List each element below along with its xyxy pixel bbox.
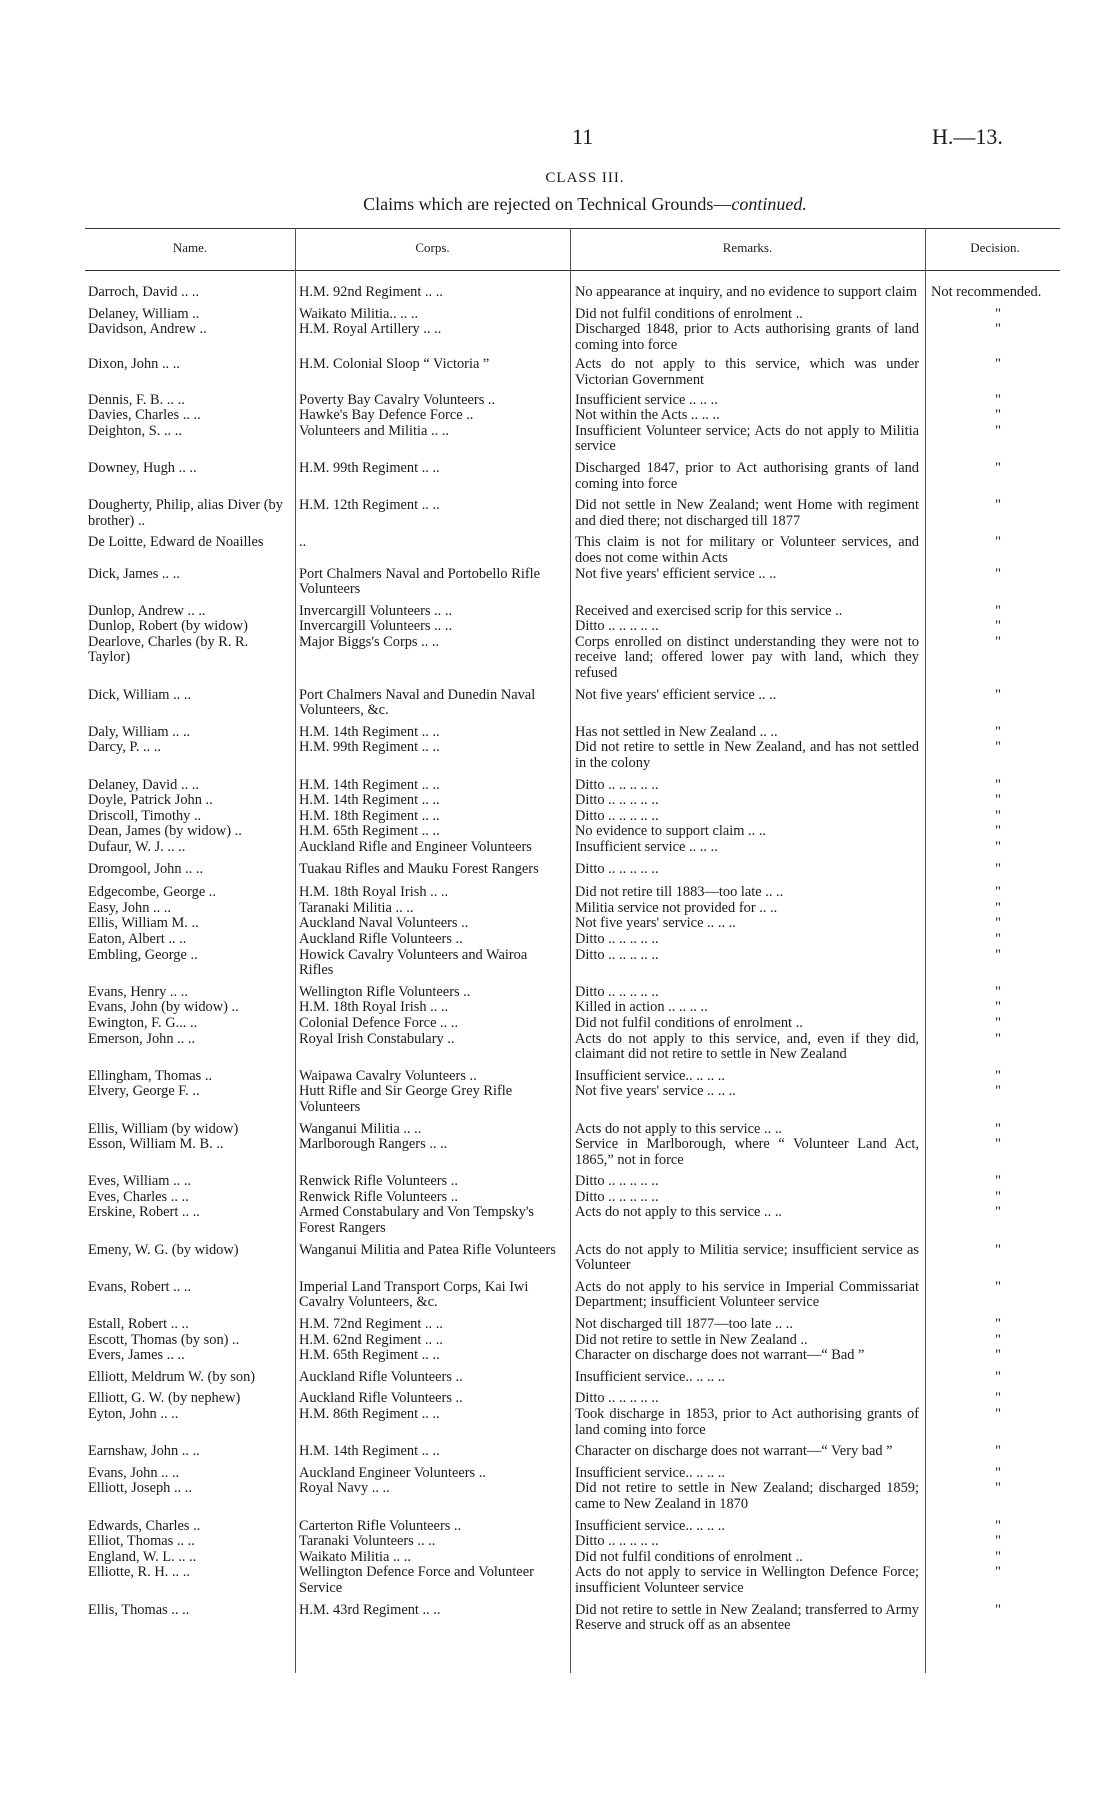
cell-remarks: Not within the Acts .. .. ..	[575, 407, 720, 424]
cell-corps: H.M. 14th Regiment .. ..	[299, 723, 440, 740]
cell-corps: H.M. 86th Regiment .. ..	[299, 1406, 440, 1422]
cell-decision: "	[995, 739, 1001, 756]
cell-remarks: Not five years' efficient service .. ..	[575, 565, 777, 582]
cell-decision: "	[995, 1278, 1001, 1295]
subtitle-italic: continued.	[731, 194, 807, 214]
cell-remarks: Ditto .. .. .. .. ..	[575, 930, 659, 947]
cell-corps: Auckland Rifle Volunteers ..	[299, 930, 463, 947]
cell-decision: "	[995, 1188, 1001, 1205]
cell-remarks: Insufficient service.. .. .. ..	[575, 1067, 725, 1084]
table-row	[85, 809, 1065, 825]
table-row	[85, 1084, 1065, 1115]
cell-remarks: Received and exercised scrip for this service ..	[575, 602, 843, 619]
cell-remarks: Did not retire to settle in New Zealand, and has not settled in the colony	[575, 739, 919, 772]
cell-corps: H.M. 14th Regiment .. ..	[299, 1443, 440, 1460]
cell-corps: Port Chalmers Naval and Dunedin Naval Volunteers, &c.	[299, 686, 536, 719]
cell-remarks: Insufficient service.. .. .. ..	[575, 1517, 725, 1534]
cell-name: Elliott, G. W. (by nephew)	[88, 1390, 241, 1407]
cell-remarks: Insufficient service.. .. .. ..	[575, 1464, 725, 1481]
table-top-rule	[85, 228, 1060, 229]
table-row	[85, 862, 1065, 878]
table-row	[85, 357, 1065, 388]
cell-decision: "	[995, 391, 1001, 408]
cell-decision: "	[995, 983, 1001, 1000]
cell-decision: "	[995, 723, 1001, 740]
cell-decision: Not recommended.	[931, 284, 1042, 300]
cell-remarks: Not five years' efficient service .. ..	[575, 686, 777, 703]
cell-remarks: Militia service not provided for .. ..	[575, 899, 778, 916]
table-row	[85, 322, 1065, 353]
cell-decision: "	[995, 776, 1001, 793]
table-row	[85, 604, 1065, 620]
cell-corps: ..	[299, 534, 307, 551]
cell-name: Elliott, Joseph .. ..	[88, 1480, 192, 1497]
cell-name: Estall, Robert .. ..	[88, 1316, 189, 1333]
cell-name: Esson, William M. B. ..	[88, 1136, 224, 1153]
cell-corps: Armed Constabulary and Von Tempsky's Forest Rangers	[299, 1204, 535, 1237]
cell-decision: "	[995, 1548, 1001, 1565]
cell-name: Eves, William .. ..	[88, 1173, 192, 1190]
cell-decision: "	[995, 1517, 1001, 1534]
cell-corps: H.M. Royal Artillery .. ..	[299, 321, 442, 338]
cell-decision: "	[995, 860, 1001, 877]
table-row	[85, 1603, 1065, 1634]
cell-remarks: Did not fulfil conditions of enrolment ..	[575, 305, 803, 322]
claims-table	[85, 285, 1065, 1634]
cell-decision: "	[995, 686, 1001, 703]
table-row	[85, 1550, 1065, 1566]
table-row	[85, 1333, 1065, 1349]
cell-corps: H.M. 65th Regiment .. ..	[299, 823, 440, 840]
cell-corps: Hawke's Bay Defence Force ..	[299, 407, 474, 424]
cell-corps: Wellington Defence Force and Volunteer Service	[299, 1564, 534, 1596]
table-row	[85, 1243, 1065, 1274]
cell-name: Evans, Henry .. ..	[88, 983, 188, 1000]
cell-corps: Renwick Rifle Volunteers ..	[299, 1173, 458, 1190]
cell-name: Dearlove, Charles (by R. R. Taylor)	[88, 633, 249, 666]
cell-name: Dufaur, W. J. .. ..	[88, 839, 186, 855]
cell-corps: Carterton Rifle Volunteers ..	[299, 1517, 462, 1534]
cell-corps: Invercargill Volunteers .. ..	[299, 618, 453, 635]
table-row	[85, 635, 1065, 682]
cell-remarks: Acts do not apply to this service, and, even if they did, claimant did not retire to settle in New Zealand	[575, 1030, 919, 1063]
cell-decision: "	[995, 407, 1001, 424]
cell-decision: "	[995, 356, 1001, 373]
table-row	[85, 424, 1065, 455]
cell-name: Embling, George ..	[88, 946, 198, 963]
cell-corps: Taranaki Volunteers .. ..	[299, 1533, 436, 1550]
cell-corps: H.M. 72nd Regiment .. ..	[299, 1316, 443, 1333]
cell-remarks: Ditto .. .. .. .. ..	[575, 860, 659, 877]
cell-remarks: Ditto .. .. .. .. ..	[575, 618, 659, 635]
table-row	[85, 1481, 1065, 1512]
cell-name: Easy, John .. ..	[88, 899, 172, 916]
document-reference: H.—13.	[932, 124, 1003, 149]
table-row	[85, 1565, 1065, 1596]
cell-corps: H.M. 43rd Regiment .. ..	[299, 1601, 441, 1618]
cell-remarks: Character on discharge does not warrant—“ Very bad ”	[575, 1443, 893, 1460]
cell-name: Ewington, F. G... ..	[88, 1014, 198, 1031]
cell-corps: Invercargill Volunteers .. ..	[299, 602, 453, 619]
cell-remarks: This claim is not for military or Volunteer services, and does not come within Acts	[575, 534, 919, 566]
cell-name: Dick, William .. ..	[88, 686, 192, 703]
cell-decision: "	[995, 459, 1001, 476]
table-row	[85, 1016, 1065, 1032]
table-row	[85, 408, 1065, 424]
cell-remarks: Ditto .. .. .. .. ..	[575, 1173, 659, 1190]
cell-remarks: Ditto .. .. .. .. ..	[575, 776, 659, 793]
cell-corps: Taranaki Militia .. ..	[299, 899, 414, 916]
table-row	[85, 985, 1065, 1001]
table-row	[85, 498, 1065, 529]
table-row	[85, 901, 1065, 917]
cell-remarks: Did not retire till 1883—too late .. ..	[575, 884, 784, 901]
cell-remarks: Ditto .. .. .. .. ..	[575, 983, 659, 1000]
class-title: CLASS III.	[545, 170, 625, 186]
cell-name: Elliot, Thomas .. ..	[88, 1533, 195, 1550]
table-row	[85, 1348, 1065, 1364]
cell-remarks: Discharged 1847, prior to Act authorising grants of land coming into force	[575, 459, 919, 492]
cell-name: Eaton, Albert .. ..	[88, 930, 187, 947]
table-row	[85, 688, 1065, 719]
table-row	[85, 461, 1065, 492]
cell-corps: Tuakau Rifles and Mauku Forest Rangers	[299, 860, 539, 877]
cell-remarks: No appearance at inquiry, and no evidence to support claim	[575, 284, 917, 300]
cell-decision: "	[995, 1533, 1001, 1550]
cell-name: Emerson, John .. ..	[88, 1030, 196, 1047]
column-header-decision: Decision.	[970, 240, 1020, 255]
cell-name: Dunlop, Robert (by widow)	[88, 618, 248, 635]
cell-corps: Port Chalmers Naval and Portobello Rifle Volunteers	[299, 565, 541, 598]
cell-name: Evans, Robert .. ..	[88, 1278, 192, 1295]
cell-corps: Waikato Militia.. .. ..	[299, 305, 419, 322]
table-row	[85, 793, 1065, 809]
cell-name: Evans, John (by widow) ..	[88, 999, 239, 1016]
cell-corps: H.M. 18th Royal Irish .. ..	[299, 884, 449, 901]
table-row	[85, 840, 1065, 856]
cell-corps: Major Biggs's Corps .. ..	[299, 633, 440, 650]
table-row	[85, 567, 1065, 598]
cell-remarks: Insufficient service.. .. .. ..	[575, 1368, 725, 1385]
cell-corps: Poverty Bay Cavalry Volunteers ..	[299, 391, 496, 408]
table-row	[85, 1122, 1065, 1138]
cell-decision: "	[995, 1480, 1001, 1497]
cell-corps: Imperial Land Transport Corps, Kai Iwi Cavalry Volunteers, &c.	[299, 1278, 529, 1311]
cell-name: Davies, Charles .. ..	[88, 407, 201, 424]
cell-corps: Royal Navy .. ..	[299, 1480, 390, 1497]
table-row	[85, 1137, 1065, 1168]
cell-name: Ellis, Thomas .. ..	[88, 1601, 190, 1618]
table-row	[85, 1174, 1065, 1190]
cell-decision: "	[995, 618, 1001, 635]
cell-corps: Wellington Rifle Volunteers ..	[299, 983, 471, 1000]
cell-corps: Renwick Rifle Volunteers ..	[299, 1188, 458, 1205]
cell-remarks: Insufficient service .. .. ..	[575, 391, 718, 408]
cell-name: Dromgool, John .. ..	[88, 860, 204, 877]
table-row	[85, 885, 1065, 901]
cell-corps: H.M. 14th Regiment .. ..	[299, 792, 440, 809]
cell-corps: Colonial Defence Force .. ..	[299, 1014, 459, 1031]
cell-remarks: Acts do not apply to this service .. ..	[575, 1204, 783, 1221]
table-row	[85, 948, 1065, 979]
cell-decision: "	[995, 930, 1001, 947]
cell-corps: Hutt Rifle and Sir George Grey Rifle Volunteers	[299, 1083, 513, 1115]
table-row	[85, 307, 1065, 323]
cell-decision: "	[995, 1316, 1001, 1333]
cell-remarks: Insufficient service .. .. ..	[575, 839, 718, 855]
cell-name: Ellis, William (by widow)	[88, 1120, 239, 1137]
cell-remarks: Acts do not apply to service in Wellington Defence Force; insufficient Volunteer service	[575, 1564, 919, 1596]
cell-name: Dixon, John .. ..	[88, 356, 180, 373]
table-row	[85, 778, 1065, 794]
cell-corps: Royal Irish Constabulary ..	[299, 1030, 455, 1047]
cell-remarks: Did not retire to settle in New Zealand; discharged 1859; came to New Zealand in 1870	[575, 1480, 919, 1512]
cell-corps: Auckland Rifle Volunteers ..	[299, 1368, 463, 1385]
cell-corps: Auckland Naval Volunteers ..	[299, 915, 469, 932]
table-row	[85, 1032, 1065, 1063]
cell-corps: Marlborough Rangers .. ..	[299, 1136, 448, 1153]
cell-remarks: Discharged 1848, prior to Acts authorising grants of land coming into force	[575, 321, 919, 353]
cell-decision: "	[995, 1241, 1001, 1258]
cell-decision: "	[995, 1564, 1001, 1581]
cell-name: Earnshaw, John .. ..	[88, 1443, 200, 1460]
cell-remarks: Insufficient Volunteer service; Acts do not apply to Militia service	[575, 422, 919, 455]
cell-name: Dougherty, Philip, alias Diver (by brother) ..	[88, 497, 283, 529]
table-row	[85, 932, 1065, 948]
cell-remarks: Not five years' service .. .. ..	[575, 915, 736, 932]
cell-decision: "	[995, 884, 1001, 901]
cell-name: Dunlop, Andrew .. ..	[88, 602, 206, 619]
cell-name: Darroch, David .. ..	[88, 284, 200, 300]
cell-decision: "	[995, 999, 1001, 1016]
cell-decision: "	[995, 1601, 1001, 1618]
cell-decision: "	[995, 1030, 1001, 1047]
cell-remarks: Did not fulfil conditions of enrolment ..	[575, 1548, 803, 1565]
cell-name: Escott, Thomas (by son) ..	[88, 1331, 240, 1348]
cell-decision: "	[995, 1464, 1001, 1481]
cell-name: Elliott, Meldrum W. (by son)	[88, 1368, 256, 1385]
cell-corps: Waikato Militia .. ..	[299, 1548, 411, 1565]
cell-name: Eves, Charles .. ..	[88, 1188, 189, 1205]
column-header-remarks: Remarks.	[722, 240, 773, 255]
table-row	[85, 725, 1065, 741]
cell-remarks: Character on discharge does not warrant—“ Bad ”	[575, 1347, 865, 1364]
cell-corps: Auckland Rifle and Engineer Volunteers	[299, 839, 532, 855]
cell-remarks: No evidence to support claim .. ..	[575, 823, 767, 840]
column-header-name: Name.	[172, 240, 208, 255]
cell-decision: "	[995, 807, 1001, 824]
cell-name: England, W. L. .. ..	[88, 1548, 197, 1565]
table-row	[85, 1391, 1065, 1407]
table-row	[85, 535, 1065, 566]
cell-decision: "	[995, 1331, 1001, 1348]
cell-name: Dean, James (by widow) ..	[88, 823, 242, 840]
cell-decision: "	[995, 899, 1001, 916]
page-number: 11	[572, 124, 594, 149]
table-row	[85, 1370, 1065, 1386]
cell-decision: "	[995, 1067, 1001, 1084]
cell-remarks: Ditto .. .. .. .. ..	[575, 1533, 659, 1550]
cell-name: Dennis, F. B. .. ..	[88, 391, 185, 408]
table-row	[85, 1280, 1065, 1311]
cell-remarks: Ditto .. .. .. .. ..	[575, 946, 659, 963]
cell-decision: "	[995, 1136, 1001, 1153]
cell-name: Erskine, Robert .. ..	[88, 1204, 200, 1221]
cell-remarks: Did not settle in New Zealand; went Home with regiment and died there; not discharged till 1877	[575, 497, 919, 529]
cell-remarks: Ditto .. .. .. .. ..	[575, 1390, 659, 1407]
cell-name: Edwards, Charles ..	[88, 1517, 201, 1534]
cell-decision: "	[995, 534, 1001, 551]
cell-name: Ellingham, Thomas ..	[88, 1067, 213, 1084]
cell-remarks: Not discharged till 1877—too late .. ..	[575, 1316, 793, 1333]
cell-corps: Waipawa Cavalry Volunteers ..	[299, 1067, 477, 1084]
cell-name: Delaney, William ..	[88, 305, 200, 322]
cell-decision: "	[995, 1443, 1001, 1460]
table-header-rule	[85, 270, 1060, 271]
cell-corps: Howick Cavalry Volunteers and Wairoa Rifles	[299, 946, 528, 979]
cell-decision: "	[995, 1173, 1001, 1190]
cell-decision: "	[995, 497, 1001, 514]
cell-name: Deighton, S. .. ..	[88, 422, 182, 439]
cell-decision: "	[995, 321, 1001, 338]
cell-name: Delaney, David .. ..	[88, 776, 199, 793]
cell-corps: Wanganui Militia and Patea Rifle Volunteers	[299, 1241, 556, 1258]
table-row	[85, 1317, 1065, 1333]
cell-decision: "	[995, 823, 1001, 840]
cell-remarks: Acts do not apply to this service, which was under Victorian Government	[575, 356, 919, 388]
subtitle-main: Claims which are rejected on Technical Grounds—	[363, 194, 732, 214]
cell-remarks: Has not settled in New Zealand .. ..	[575, 723, 778, 740]
cell-remarks: Did not retire to settle in New Zealand ..	[575, 1331, 808, 1348]
cell-remarks: Ditto .. .. .. .. ..	[575, 792, 659, 809]
cell-corps: H.M. 65th Regiment .. ..	[299, 1347, 440, 1364]
cell-decision: "	[995, 633, 1001, 650]
cell-decision: "	[995, 422, 1001, 439]
table-row	[85, 393, 1065, 409]
cell-remarks: Acts do not apply to his service in Imperial Commissariat Department; insufficient Volunteer service	[575, 1278, 919, 1311]
cell-name: Elvery, George F. ..	[88, 1083, 200, 1100]
cell-name: Driscoll, Timothy ..	[88, 807, 202, 824]
cell-decision: "	[995, 1368, 1001, 1385]
cell-remarks: Took discharge in 1853, prior to Act authorising grants of land coming into force	[575, 1406, 919, 1438]
table-row	[85, 740, 1065, 771]
cell-corps: H.M. 14th Regiment .. ..	[299, 776, 440, 793]
table-row	[85, 619, 1065, 635]
table-row	[85, 1069, 1065, 1085]
cell-decision: "	[995, 792, 1001, 809]
table-row	[85, 1205, 1065, 1236]
cell-corps: Auckland Engineer Volunteers ..	[299, 1464, 486, 1481]
cell-remarks: Service in Marlborough, where “ Volunteer Land Act, 1865,” not in force	[575, 1136, 919, 1168]
cell-name: Evans, John .. ..	[88, 1464, 180, 1481]
cell-decision: "	[995, 602, 1001, 619]
cell-name: Dick, James .. ..	[88, 565, 180, 582]
cell-corps: Wanganui Militia .. ..	[299, 1120, 422, 1137]
table-row	[85, 1407, 1065, 1438]
cell-remarks: Did not retire to settle in New Zealand; transferred to Army Reserve and struck off as an absentee	[575, 1601, 919, 1634]
cell-corps: H.M. 99th Regiment .. ..	[299, 739, 440, 756]
cell-decision: "	[995, 1204, 1001, 1221]
table-subtitle	[0, 194, 1114, 215]
cell-decision: "	[995, 1347, 1001, 1364]
cell-remarks: Did not fulfil conditions of enrolment ..	[575, 1014, 803, 1031]
cell-decision: "	[995, 1120, 1001, 1137]
cell-corps: H.M. 99th Regiment .. ..	[299, 459, 440, 476]
cell-remarks: Ditto .. .. .. .. ..	[575, 807, 659, 824]
cell-corps: H.M. 12th Regiment .. ..	[299, 497, 440, 514]
table-row	[85, 1444, 1065, 1460]
table-row	[85, 1466, 1065, 1482]
cell-corps: Auckland Rifle Volunteers ..	[299, 1390, 463, 1407]
cell-decision: "	[995, 1390, 1001, 1407]
table-row	[85, 1190, 1065, 1206]
cell-remarks: Acts do not apply to this service .. ..	[575, 1120, 783, 1137]
cell-remarks: Killed in action .. .. .. ..	[575, 999, 708, 1016]
cell-name: Daly, William .. ..	[88, 723, 191, 740]
table-row	[85, 285, 1065, 301]
cell-name: Evers, James .. ..	[88, 1347, 185, 1364]
cell-name: De Loitte, Edward de Noailles	[88, 534, 264, 551]
cell-decision: "	[995, 839, 1001, 855]
table-row	[85, 916, 1065, 932]
cell-corps: H.M. 18th Regiment .. ..	[299, 807, 440, 824]
table-row	[85, 1534, 1065, 1550]
cell-decision: "	[995, 1014, 1001, 1031]
cell-name: Downey, Hugh .. ..	[88, 459, 197, 476]
cell-name: Ellis, William M. ..	[88, 915, 199, 932]
cell-corps: H.M. Colonial Sloop “ Victoria ”	[299, 356, 490, 373]
cell-corps: Volunteers and Militia .. ..	[299, 422, 450, 439]
cell-corps: H.M. 92nd Regiment .. ..	[299, 284, 443, 300]
table-row	[85, 1000, 1065, 1016]
cell-remarks: Ditto .. .. .. .. ..	[575, 1188, 659, 1205]
cell-name: Edgecombe, George ..	[88, 884, 217, 901]
cell-remarks: Corps enrolled on distinct understanding they were not to receive land; offered lower pay with land, which they refused	[575, 633, 919, 682]
cell-decision: "	[995, 1083, 1001, 1100]
cell-decision: "	[995, 1406, 1001, 1422]
cell-corps: H.M. 18th Royal Irish .. ..	[299, 999, 449, 1016]
cell-name: Davidson, Andrew ..	[88, 321, 207, 338]
cell-corps: H.M. 62nd Regiment .. ..	[299, 1331, 443, 1348]
cell-name: Darcy, P. .. ..	[88, 739, 162, 756]
table-row	[85, 824, 1065, 840]
cell-name: Emeny, W. G. (by widow)	[88, 1241, 239, 1258]
cell-name: Eyton, John .. ..	[88, 1406, 179, 1422]
table-row	[85, 1519, 1065, 1535]
cell-remarks: Not five years' service .. .. ..	[575, 1083, 736, 1100]
cell-decision: "	[995, 915, 1001, 932]
cell-decision: "	[995, 305, 1001, 322]
cell-decision: "	[995, 565, 1001, 582]
column-header-corps: Corps.	[415, 240, 450, 255]
cell-name: Elliotte, R. H. .. ..	[88, 1564, 190, 1581]
cell-decision: "	[995, 946, 1001, 963]
cell-name: Doyle, Patrick John ..	[88, 792, 213, 809]
cell-remarks: Acts do not apply to Militia service; insufficient service as Volunteer	[575, 1241, 919, 1274]
